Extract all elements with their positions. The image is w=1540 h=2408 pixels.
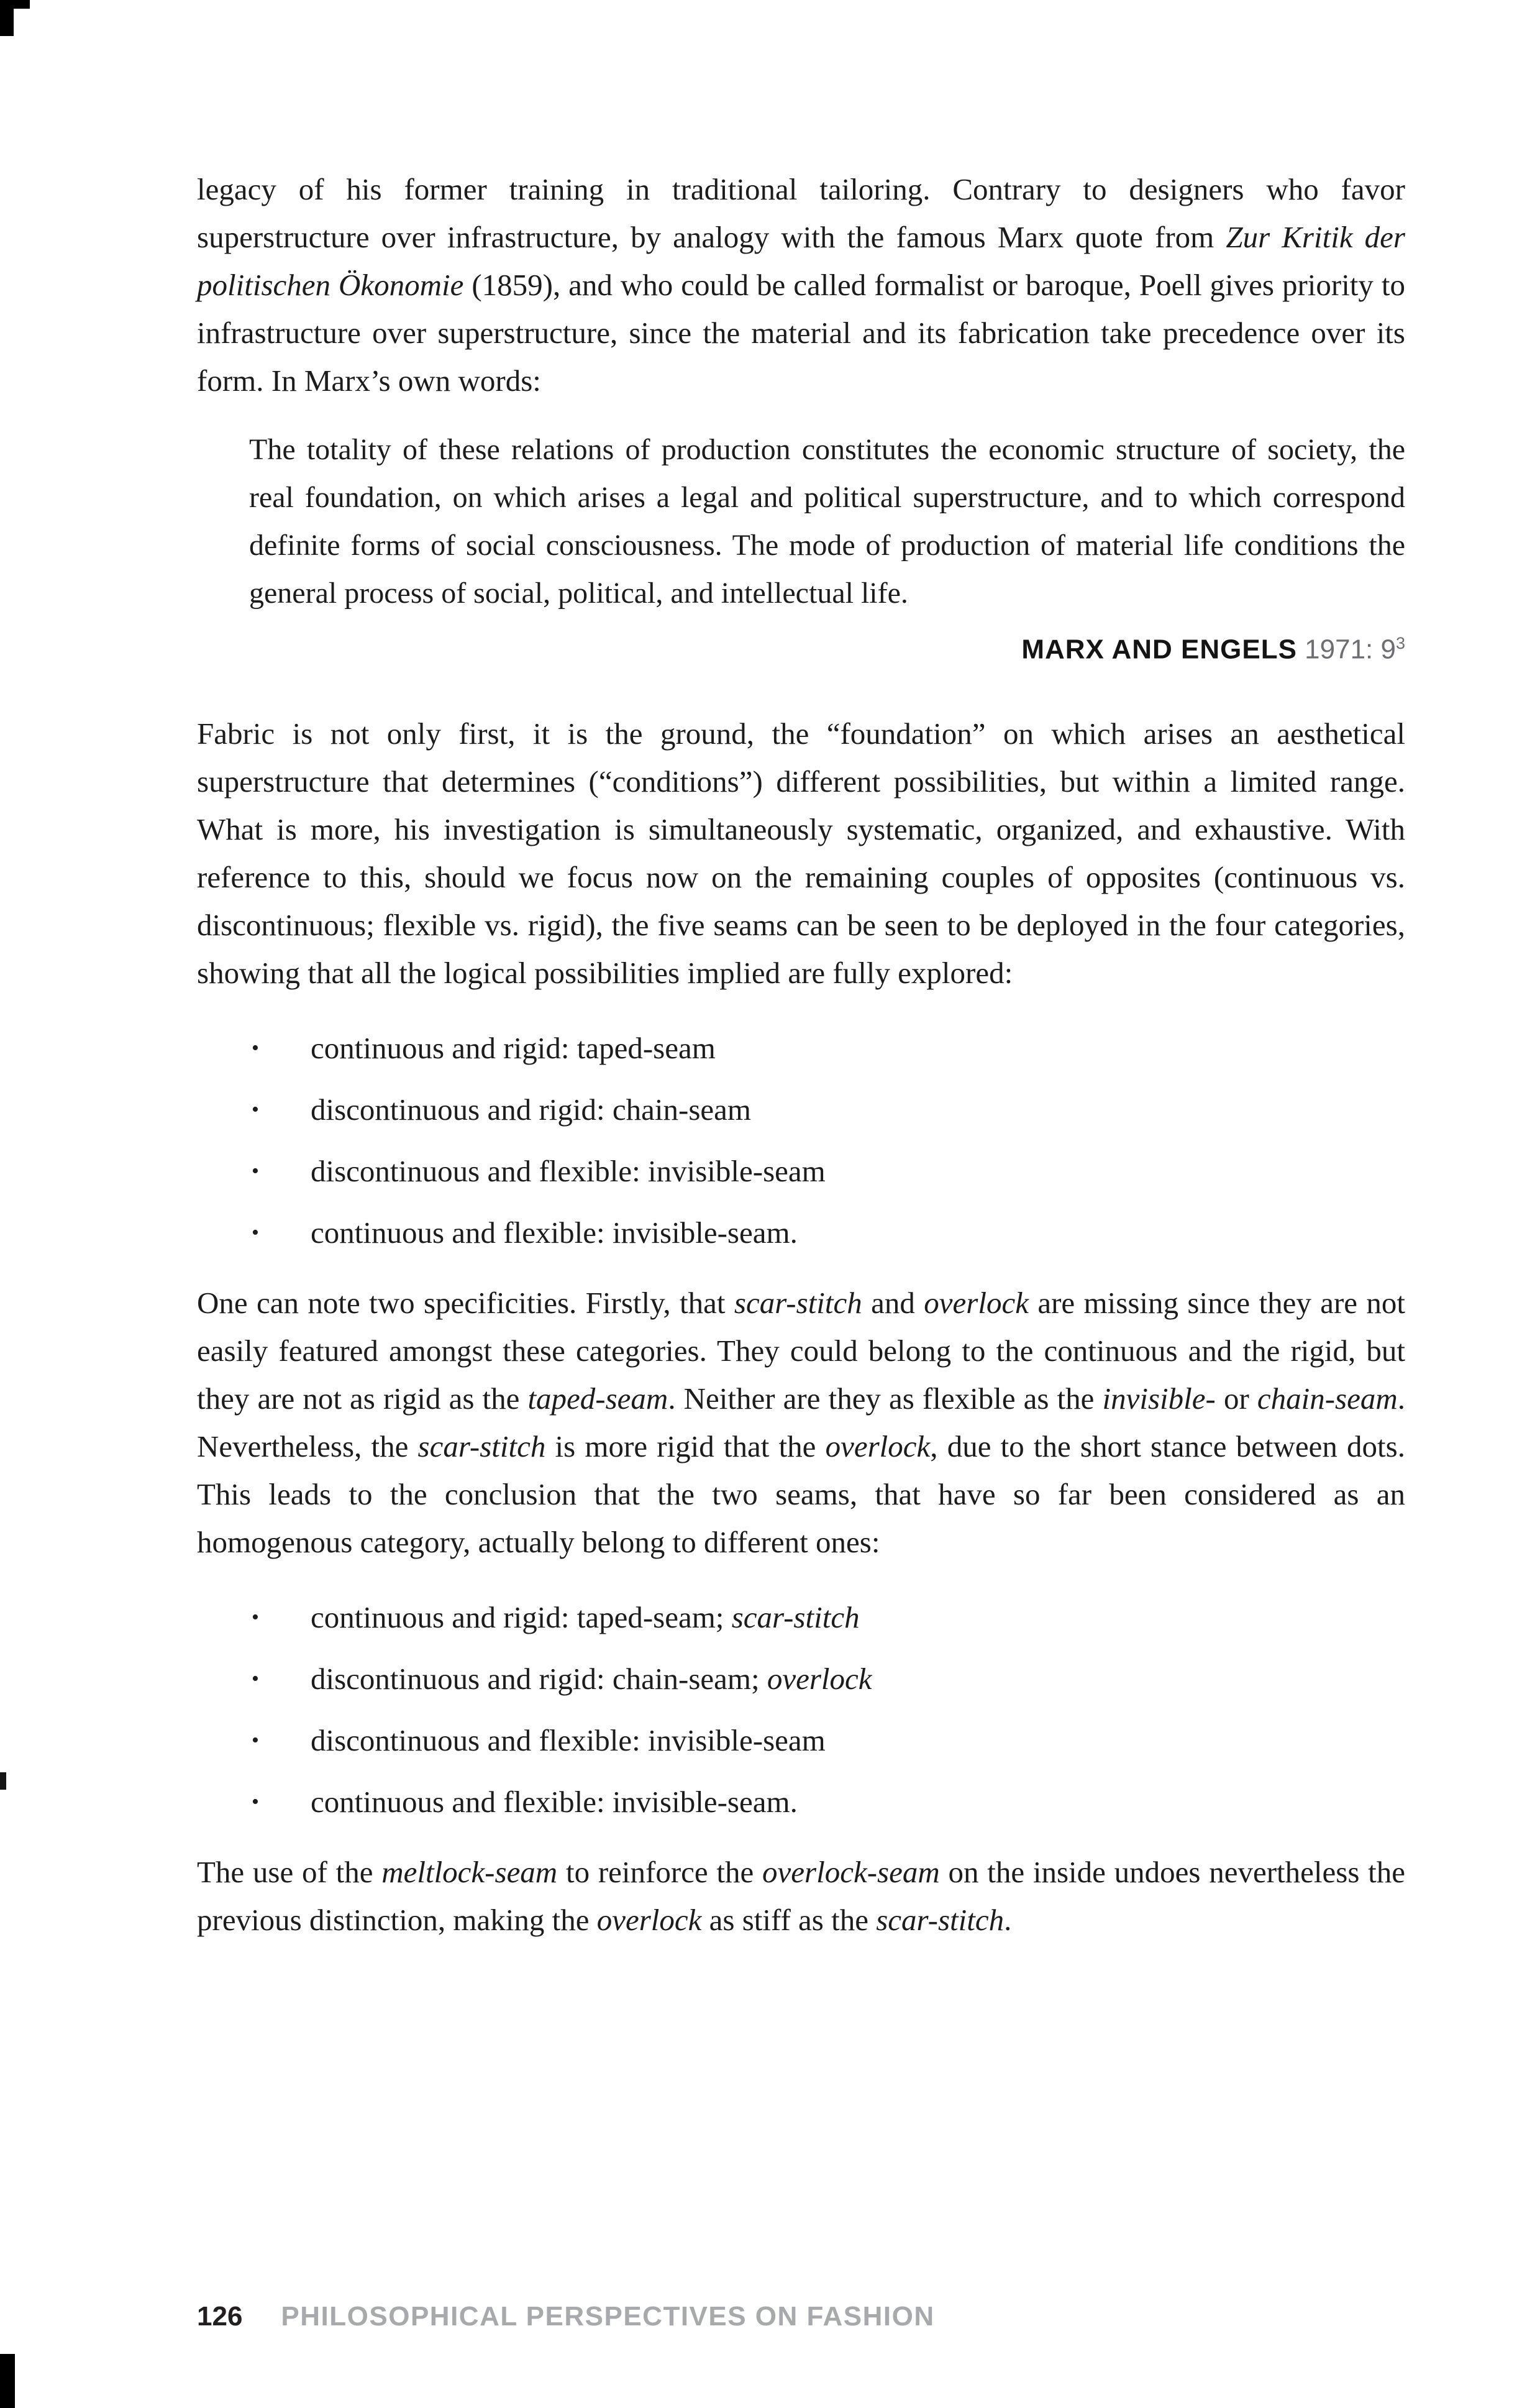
scan-artifact-bottom-left (0, 2354, 15, 2408)
list-item-text: continuous and flexible: invisible-seam. (311, 1784, 798, 1819)
bullet-icon: • (252, 1667, 259, 1690)
list-item-text: continuous and rigid: taped-seam (311, 1030, 716, 1065)
attribution-author: MARX AND ENGELS (1021, 634, 1297, 665)
bullet-icon: • (252, 1159, 259, 1183)
bullet-icon: • (252, 1097, 259, 1121)
bullet-icon: • (252, 1790, 259, 1813)
bullet-icon: • (252, 1728, 259, 1752)
footnote-marker: 3 (1395, 634, 1405, 652)
scan-artifact-top-edge (0, 0, 30, 9)
seam-category-list-1 (252, 1024, 1405, 1257)
list-item (252, 1593, 1405, 1641)
page-content (197, 165, 1405, 1965)
bullet-icon: • (252, 1605, 259, 1629)
list-item (252, 1716, 1405, 1764)
bullet-icon: • (252, 1036, 259, 1060)
seam-category-list-2 (252, 1593, 1405, 1826)
scan-artifact-left-edge (0, 1772, 6, 1790)
quote-text: The totality of these relations of production constitutes the economic structure of society, the real foundation, on which arises a legal and political superstructure, and to which correspond definite forms of social consciousness. The mode of production of material life conditions the general process of social, political, and intellectual life. (249, 433, 1405, 610)
block-quote (249, 426, 1405, 674)
list-item (252, 1086, 1405, 1133)
page-number: 126 (197, 2301, 243, 2332)
attribution-citation: 1971: 9 (1296, 634, 1396, 665)
quote-attribution (249, 620, 1405, 674)
page-footer (197, 2298, 1405, 2335)
paragraph-fabric: Fabric is not only first, it is the ground, the “foundation” on which arises an aesthetical superstructure that determines (“conditions”) different possibilities, but within a limited range. What is more, his investigation is simultaneously systematic, organized, and exhaustive. With reference to this, should we focus now on the remaining couples of opposites (continuous vs. discontinuous; flexible vs. rigid), the five seams can be seen to be deployed in the four categories, showing that all the logical possibilities implied are fully explored: (197, 716, 1405, 990)
list-item (252, 1655, 1405, 1703)
list-item-text: discontinuous and flexible: invisible-seam (311, 1153, 826, 1188)
paragraph-specificities: One can note two specificities. Firstly, that scar-stitch and overlock are missing since they are not easily featured amongst these categories. They could belong to the continuous and the rigid, but they are not as rigid as the taped-seam. Neither are they as flexible as the invisible- or chain-seam. Nevertheless, the scar-stitch is more rigid that the overlock, due to the short stance between dots. This leads to the conclusion that the two seams, that have so far been considered as an homogenous category, actually belong to different ones: (197, 1285, 1405, 1559)
list-item (252, 1209, 1405, 1257)
list-item-text: continuous and flexible: invisible-seam. (311, 1215, 798, 1250)
list-item (252, 1147, 1405, 1195)
paragraph-meltlock: The use of the meltlock-seam to reinforce the overlock-seam on the inside undoes nevertheless the previous distinction, making the overlock as stiff as the scar-stitch. (197, 1854, 1406, 1937)
list-item-text: discontinuous and rigid: chain-seam (311, 1092, 751, 1127)
running-title: PHILOSOPHICAL PERSPECTIVES ON FASHION (281, 2301, 935, 2332)
list-item-text: discontinuous and flexible: invisible-seam (311, 1723, 826, 1757)
list-item-text: continuous and rigid: taped-seam; scar-stitch (311, 1600, 860, 1634)
bullet-icon: • (252, 1220, 259, 1244)
list-item (252, 1778, 1405, 1826)
paragraph-intro: legacy of his former training in traditional tailoring. Contrary to designers who favor superstructure over infrastructure, by analogy with the famous Marx quote from Zur Kritik der politischen Ökonomie (1859), and who could be called formalist or baroque, Poell gives priority to infrastructure over superstructure, since the material and its fabrication take precedence over its form. In Marx’s own words: (197, 172, 1405, 398)
list-item-text: discontinuous and rigid: chain-seam; overlock (311, 1661, 872, 1696)
list-item (252, 1024, 1405, 1072)
